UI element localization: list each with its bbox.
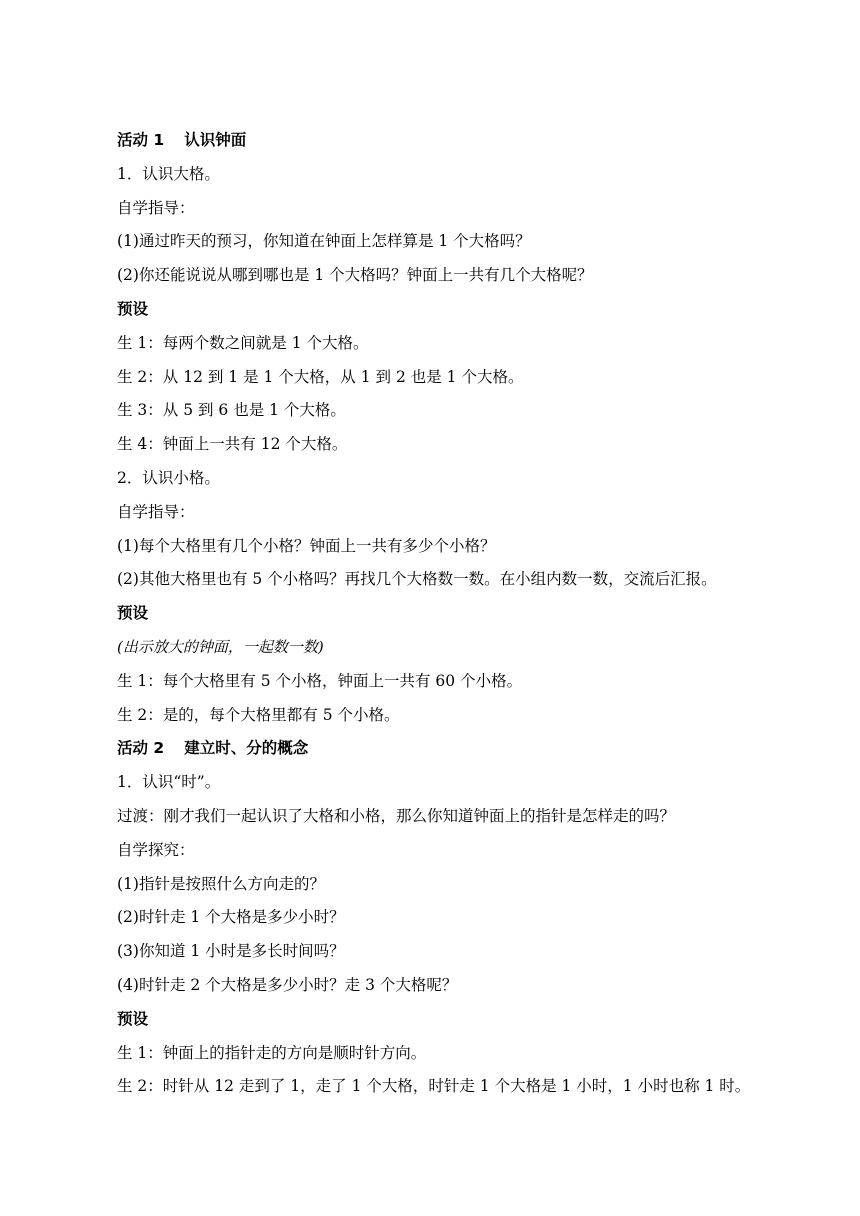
section-1-question-1: (1)通过昨天的预习，你知道在钟面上怎样算是 1 个大格吗？ (117, 232, 531, 251)
section-2-student-2: 生 2：是的，每个大格里都有 5 个小格。 (117, 705, 400, 724)
section-2-title: 2．认识小格。 (117, 468, 220, 487)
activity-2-explore-label: 自学探究： (117, 840, 195, 859)
section-1-question-2: (2)你还能说说从哪到哪也是 1 个大格吗？钟面上一共有几个大格呢？ (117, 266, 593, 285)
activity-2-title: 建立时、分的概念 (184, 739, 309, 758)
section-2-preset-label: 预设 (117, 604, 149, 623)
section-2-student-1: 生 1：每个大格里有 5 个小格，钟面上一共有 60 个小格。 (117, 671, 523, 690)
activity-1-heading (117, 124, 797, 158)
activity-2-question-2: (2)时针走 1 个大格是多少小时？ (117, 908, 345, 927)
section-2-guide-label: 自学指导： (117, 502, 195, 521)
activity-2-transition: 过渡：刚才我们一起认识了大格和小格，那么你知道钟面上的指针是怎样走的吗？ (117, 806, 676, 825)
activity-1-title: 认识钟面 (184, 131, 247, 149)
section-1-student-4: 生 4：钟面上一共有 12 个大格。 (117, 435, 348, 454)
section-1-preset-label: 预设 (117, 299, 149, 318)
activity-2-question-4: (4)时针走 2 个大格是多少小时？走 3 个大格呢？ (117, 975, 458, 994)
section-2-question-2: (2)其他大格里也有 5 个小格吗？再找几个大格数一数。在小组内数一数，交流后汇报。 (117, 570, 717, 589)
section-1-title: 1．认识大格。 (117, 164, 220, 183)
activity-2-question-3: (3)你知道 1 小时是多长时间吗？ (117, 942, 345, 961)
section-1-student-1: 生 1：每两个数之间就是 1 个大格。 (117, 333, 369, 352)
activity-2-student-2: 生 2：时针从 12 走到了 1，走了 1 个大格，时针走 1 个大格是 1 小时，1 小时也称 1 时。 (117, 1077, 751, 1096)
activity-2-question-1: (1)指针是按照什么方向走的？ (117, 874, 325, 893)
activity-1-number: 活动 1 (117, 131, 165, 149)
section-2-note: (出示放大的钟面，一起数一数) (117, 637, 324, 656)
activity-2-section-1-title: 1．认识“时”。 (117, 773, 221, 792)
section-2-question-1: (1)每个大格里有几个小格？钟面上一共有多少个小格？ (117, 536, 496, 555)
document-page (117, 124, 797, 1104)
section-1-student-2: 生 2：从 12 到 1 是 1 个大格，从 1 到 2 也是 1 个大格。 (117, 367, 524, 386)
section-1-guide-label: 自学指导： (117, 198, 195, 217)
section-1-student-3: 生 3：从 5 到 6 也是 1 个大格。 (117, 401, 346, 420)
activity-2-number: 活动 2 (117, 739, 165, 758)
activity-2-student-1: 生 1：钟面上的指针走的方向是顺时针方向。 (117, 1043, 427, 1062)
activity-2-heading (117, 732, 797, 766)
activity-2-preset-label: 预设 (117, 1009, 149, 1028)
